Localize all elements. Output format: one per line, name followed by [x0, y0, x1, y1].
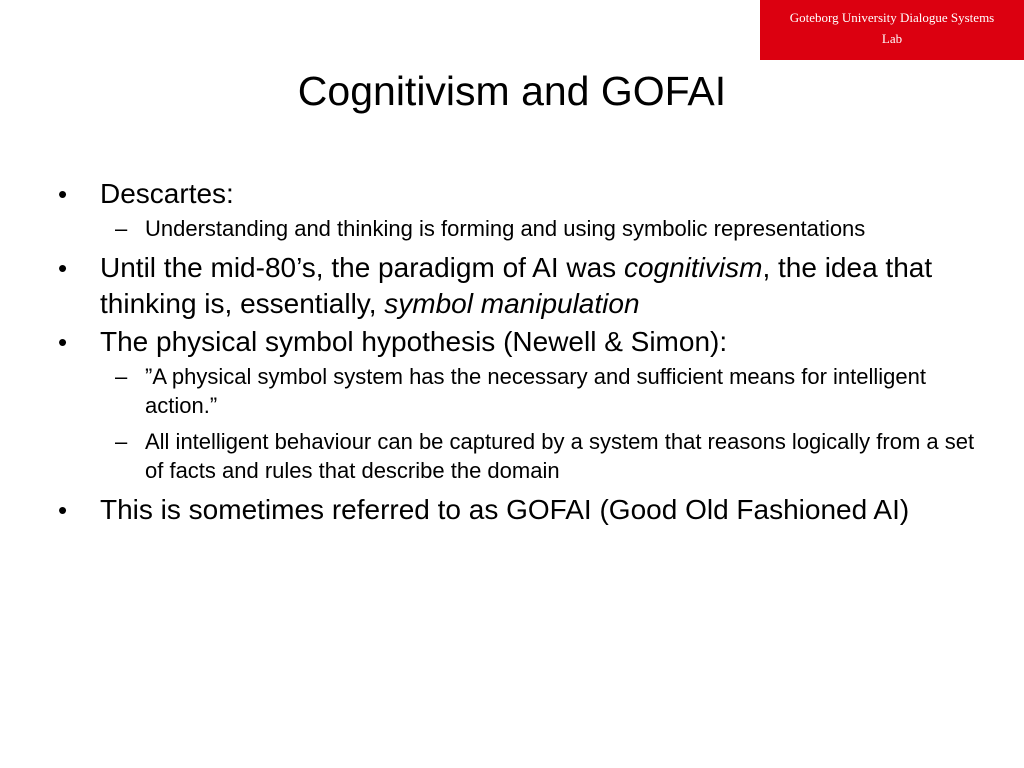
sub-bullet-marker: – [115, 429, 128, 454]
sub-bullet-symbolic-representations [115, 214, 978, 243]
slide-body [58, 176, 978, 530]
sub-bullet-text: All intelligent behaviour can be captured by a system that reasons logically from a set of facts and rules that describe the domain [145, 429, 975, 483]
bullet-gofai [58, 492, 978, 528]
sub-bullet-marker: – [115, 364, 128, 389]
emphasis-symbol-manipulation: symbol manipulation [384, 288, 640, 319]
sub-bullet-text: Understanding and thinking is forming and using symbolic representations [145, 216, 866, 241]
slide-title: Cognitivism and GOFAI [297, 68, 727, 114]
bullet-text: The physical symbol hypothesis (Newell & Simon): [100, 326, 728, 357]
bullet-text [100, 250, 978, 322]
bullet-text: This is sometimes referred to as GOFAI (Good Old Fashioned AI) [100, 494, 910, 525]
bullet-marker: • [58, 495, 68, 525]
bullet-text-part2: , the idea that thinking is, essentially, [100, 252, 933, 319]
bullet-descartes [58, 176, 978, 212]
lab-badge [760, 0, 1024, 60]
bullet-marker: • [58, 253, 68, 283]
lab-badge-line1: Goteborg University Dialogue Systems [789, 10, 995, 25]
bullet-marker: • [58, 327, 68, 357]
sub-bullet-text: ”A physical symbol system has the necessary and sufficient means for intelligent action.” [145, 364, 926, 418]
bullet-marker: • [58, 179, 68, 209]
bullet-physical-symbol-hypothesis [58, 324, 978, 360]
bullet-text-part1: Until the mid-80’s, the paradigm of AI was [100, 252, 624, 283]
emphasis-cognitivism: cognitivism [623, 252, 763, 283]
bullet-text: Descartes: [100, 178, 234, 209]
sub-bullet-intelligent-behaviour [115, 427, 978, 485]
bullet-cognitivism [58, 250, 978, 322]
lab-badge-line2: Lab [881, 31, 903, 46]
sub-bullet-marker: – [115, 216, 128, 241]
sub-bullet-quote [115, 362, 978, 420]
